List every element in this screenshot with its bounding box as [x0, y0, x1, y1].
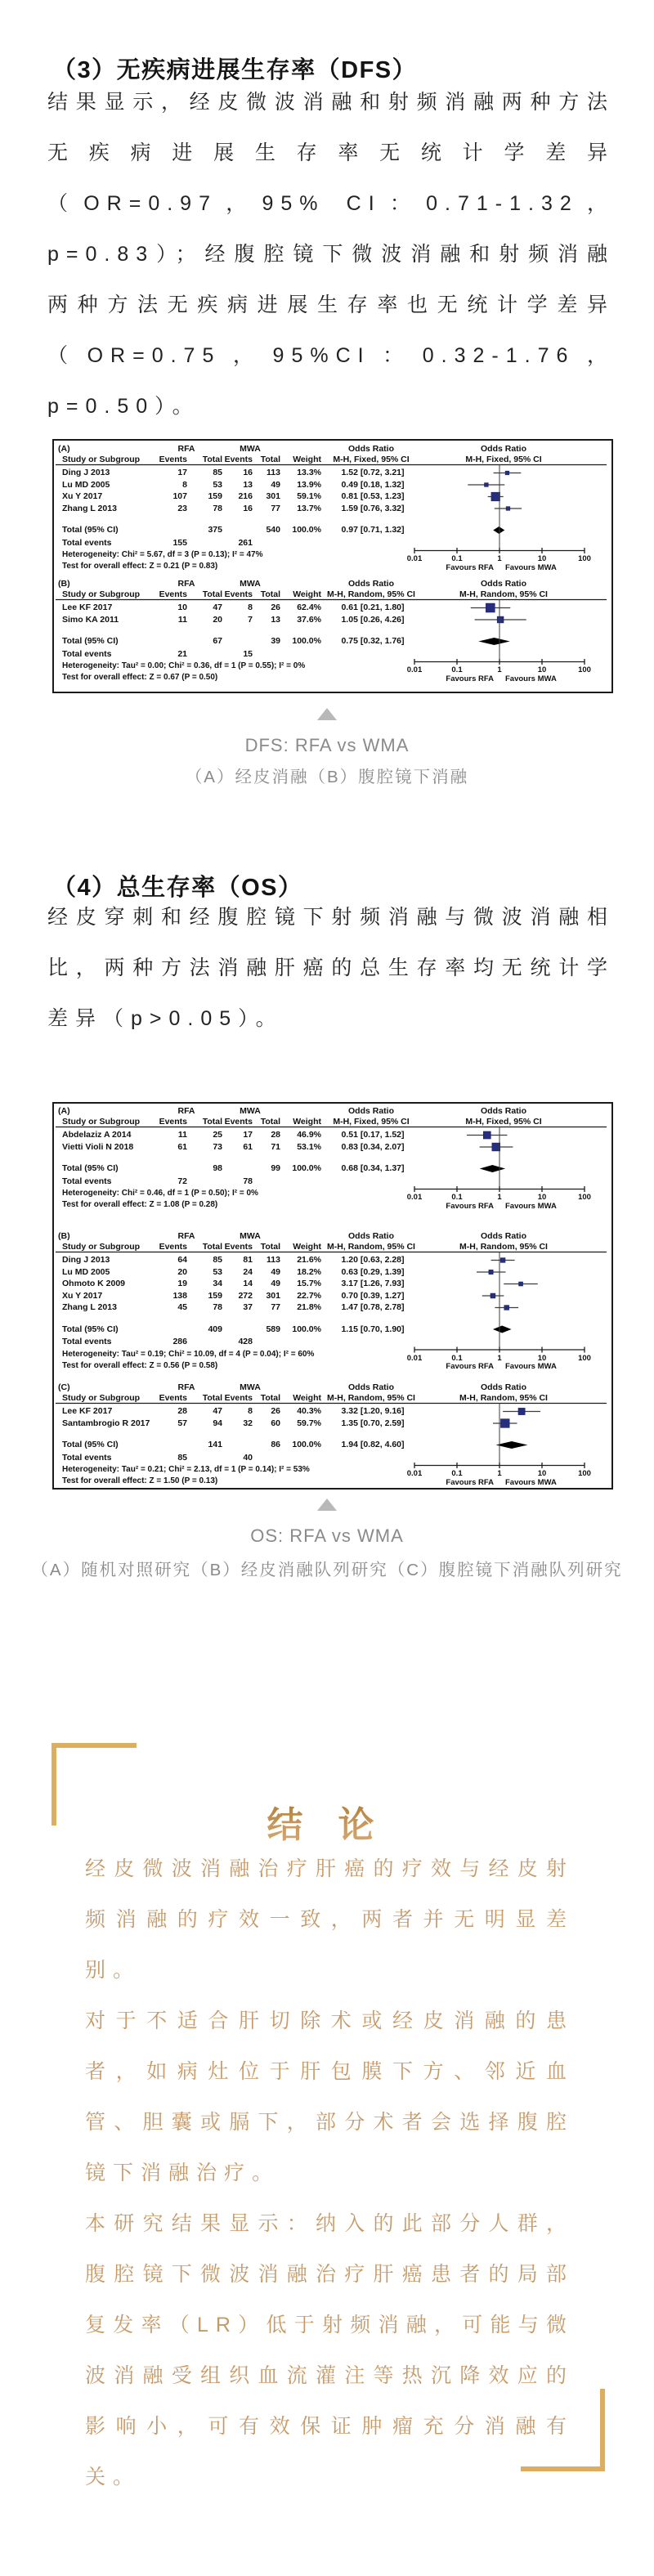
figure-os-forest-plot: [52, 1102, 613, 1490]
total-value: 86: [271, 1440, 280, 1449]
axis-tick-label: 10: [537, 1353, 547, 1363]
total-value: 85: [213, 468, 222, 477]
axis-tick-label: 1: [497, 1353, 502, 1363]
ci-value: 1.20 [0.63, 2.28]: [341, 1255, 405, 1265]
events-value: 61: [177, 1141, 187, 1152]
total-value: 49: [271, 1279, 280, 1288]
events-col-header: Events: [224, 589, 253, 599]
axis-tick-label: 0.1: [451, 1469, 463, 1478]
events-col-header: Events: [159, 455, 187, 464]
forest-plot-graphics: [54, 1104, 608, 1488]
group1-header: RFA: [177, 1382, 195, 1392]
weight-value: 100.0%: [292, 1324, 321, 1334]
total-value: 25: [213, 1130, 222, 1140]
study-col-header: Study or Subgroup: [62, 455, 141, 464]
axis-tick-label: 10: [537, 1469, 547, 1478]
total-events-label: Total events: [62, 648, 112, 659]
axis-tick-label: 1: [497, 1193, 502, 1202]
axis-tick-label: 100: [578, 1353, 591, 1363]
events-col-header: Events: [159, 1117, 187, 1127]
weight-value: 62.4%: [297, 603, 321, 612]
weight-col-header: Weight: [293, 589, 321, 599]
events-value: 14: [243, 1279, 253, 1288]
events-value: 272: [238, 1290, 253, 1301]
events-col-header: Events: [224, 1117, 253, 1127]
total-value: 589: [266, 1324, 280, 1334]
total-value: 39: [271, 636, 280, 646]
axis-tick-label: 10: [537, 1193, 547, 1202]
odds-ratio-header: Odds Ratio: [347, 579, 395, 589]
effect-model-header: M-H, Fixed, 95% CI: [465, 1117, 542, 1127]
panel-label: (B): [58, 579, 70, 589]
axis-tick-label: 100: [578, 554, 591, 563]
ci-value: 0.68 [0.34, 1.37]: [341, 1163, 405, 1173]
forest-plot-graphics: [54, 441, 608, 692]
events-value: 17: [177, 468, 187, 477]
weight-col-header: Weight: [293, 1117, 321, 1127]
weight-value: 40.3%: [297, 1406, 321, 1416]
events-value: 138: [172, 1290, 187, 1301]
study-name: Ding J 2013: [62, 1255, 110, 1265]
study-name: Abdelaziz A 2014: [62, 1130, 132, 1140]
group1-header: RFA: [177, 1231, 195, 1241]
events-value: 8: [248, 603, 253, 612]
axis-tick-label: 1: [497, 1469, 502, 1478]
weight-value: 15.7%: [297, 1279, 321, 1288]
total-events-label: Total events: [62, 1337, 112, 1346]
total-value: 94: [213, 1418, 222, 1428]
group1-header: RFA: [177, 444, 195, 454]
figure-os-caption-subtitle: （A）随机对照研究（B）经皮消融队列研究（C）腹腔镜下消融队列研究: [31, 1561, 623, 1579]
total-row-label: Total (95% CI): [62, 525, 119, 535]
favours-left-label: Favours RFA: [446, 674, 494, 683]
total-value: 71: [271, 1141, 280, 1152]
weight-value: 100.0%: [292, 1440, 321, 1449]
events-value: 216: [238, 491, 253, 501]
effect-model-header: M-H, Random, 95% CI: [459, 589, 548, 599]
events-value: 16: [243, 468, 253, 477]
events-value: 20: [177, 1266, 187, 1277]
events-value: 13: [243, 479, 253, 490]
events-col-header: Events: [159, 589, 187, 599]
overall-effect-text: Test for overall effect: Z = 1.50 (P = 0.13): [62, 1476, 218, 1485]
total-value: 78: [213, 503, 222, 513]
events-value: 7: [248, 614, 253, 625]
events-value: 8: [248, 1406, 253, 1416]
weight-value: 37.6%: [297, 614, 321, 625]
total-value: 99: [271, 1163, 280, 1173]
total-value: 67: [213, 636, 222, 646]
events-col-header: Events: [159, 1393, 187, 1403]
conclusion-paragraph: 本研究结果显示：纳入的此部分人群，腹腔镜下微波消融治疗肝癌患者的局部复发率（LR）低于射频消融，可能与微波消融受组织血流灌注等热沉降效应的影响小，可有效保证肿瘤充分消融有关。: [85, 2212, 574, 2489]
figure-caption-arrow-icon: [317, 708, 337, 720]
heterogeneity-text: Heterogeneity: Tau² = 0.21; Chi² = 2.13, df = 1 (P = 0.14); I² = 53%: [62, 1465, 310, 1474]
effect-model-header: M-H, Random, 95% CI: [459, 1393, 548, 1403]
group1-header: RFA: [177, 1106, 195, 1116]
odds-ratio-header: Odds Ratio: [480, 1382, 527, 1392]
figure-dfs-caption-title: DFS: RFA vs WMA: [244, 735, 410, 755]
total-value: 77: [271, 503, 280, 513]
odds-ratio-header: Odds Ratio: [347, 1231, 395, 1241]
favours-left-label: Favours RFA: [446, 1362, 494, 1371]
total-row-label: Total (95% CI): [62, 1324, 119, 1334]
odds-ratio-header: Odds Ratio: [347, 1106, 395, 1116]
total-value: 301: [266, 491, 280, 501]
ci-value: 3.17 [1.26, 7.93]: [341, 1279, 405, 1288]
weight-value: 100.0%: [292, 636, 321, 646]
effect-model-header: M-H, Random, 95% CI: [327, 1393, 415, 1403]
axis-tick-label: 100: [578, 665, 591, 674]
figure-dfs-caption-subtitle: （A）经皮消融（B）腹腔镜下消融: [185, 768, 469, 786]
section4-body-text: 经皮穿刺和经腹腔镜下射频消融与微波消融相比，两种方法消融肝癌的总生存率均无统计学差异（p>0.05）。: [47, 906, 615, 1030]
group1-header: RFA: [177, 579, 195, 589]
total-col-header: Total: [202, 1117, 222, 1127]
total-value: 98: [213, 1163, 222, 1173]
events-value: 24: [243, 1266, 253, 1277]
total-value: 47: [213, 603, 222, 612]
total-value: 73: [213, 1141, 222, 1152]
weight-value: 22.7%: [297, 1290, 321, 1301]
study-name: Lee KF 2017: [62, 603, 113, 612]
axis-tick-label: 0.01: [406, 1193, 423, 1202]
total-events-label: Total events: [62, 1452, 112, 1463]
favours-right-label: Favours MWA: [505, 674, 557, 683]
odds-ratio-header: Odds Ratio: [480, 579, 527, 589]
study-col-header: Study or Subgroup: [62, 1242, 141, 1252]
ci-value: 0.61 [0.21, 1.80]: [341, 603, 405, 612]
total-value: 53: [213, 1266, 222, 1277]
study-name: Lu MD 2005: [62, 1266, 110, 1277]
total-value: 301: [266, 1290, 280, 1301]
weight-value: 21.6%: [297, 1255, 321, 1265]
conclusion-body: [85, 1844, 574, 2502]
events-value: 57: [177, 1418, 187, 1428]
study-name: Xu Y 2017: [62, 491, 103, 501]
events-value: 17: [243, 1130, 253, 1140]
weight-value: 18.2%: [297, 1266, 321, 1277]
weight-value: 13.9%: [297, 479, 321, 490]
events-value: 85: [177, 1452, 187, 1463]
ci-value: 1.94 [0.82, 4.60]: [341, 1440, 405, 1449]
figure-caption-arrow-icon: [317, 1499, 337, 1511]
study-name: Simo KA 2011: [62, 614, 119, 625]
weight-value: 100.0%: [292, 525, 321, 535]
events-value: 28: [177, 1406, 187, 1416]
ci-value: 0.75 [0.32, 1.76]: [341, 636, 405, 646]
total-value: 28: [271, 1130, 280, 1140]
events-value: 16: [243, 503, 253, 513]
heterogeneity-text: Heterogeneity: Chi² = 0.46, df = 1 (P = 0.50); I² = 0%: [62, 1189, 258, 1198]
axis-tick-label: 100: [578, 1469, 591, 1478]
weight-value: 59.7%: [297, 1418, 321, 1428]
axis-tick-label: 0.1: [451, 1193, 463, 1202]
group2-header: MWA: [240, 1382, 261, 1392]
favours-left-label: Favours RFA: [446, 562, 494, 572]
ci-value: 0.49 [0.18, 1.32]: [341, 479, 405, 490]
study-name: Ohmoto K 2009: [62, 1279, 126, 1288]
study-col-header: Study or Subgroup: [62, 589, 141, 599]
conclusion-title: 结 论: [0, 1795, 654, 1848]
total-value: 26: [271, 1406, 280, 1416]
figure-dfs-forest-plot: [52, 439, 613, 693]
study-col-header: Study or Subgroup: [62, 1393, 141, 1403]
total-row-label: Total (95% CI): [62, 1163, 119, 1173]
events-value: 81: [243, 1255, 253, 1265]
ci-value: 0.70 [0.39, 1.27]: [341, 1290, 405, 1301]
effect-model-header: M-H, Fixed, 95% CI: [333, 455, 410, 464]
total-value: 20: [213, 614, 222, 625]
ci-value: 1.05 [0.26, 4.26]: [341, 614, 405, 625]
weight-value: 46.9%: [297, 1130, 321, 1140]
total-value: 159: [208, 491, 222, 501]
axis-tick-label: 0.01: [406, 554, 423, 563]
favours-left-label: Favours RFA: [446, 1477, 494, 1487]
group2-header: MWA: [240, 444, 261, 454]
axis-tick-label: 0.01: [406, 1469, 423, 1478]
favours-right-label: Favours MWA: [505, 562, 557, 572]
panel-label: (C): [58, 1382, 70, 1392]
odds-ratio-header: Odds Ratio: [480, 444, 527, 454]
study-col-header: Study or Subgroup: [62, 1117, 141, 1127]
total-value: 85: [213, 1255, 222, 1265]
heterogeneity-text: Heterogeneity: Tau² = 0.19; Chi² = 10.09, df = 4 (P = 0.04); I² = 60%: [62, 1349, 315, 1359]
odds-ratio-header: Odds Ratio: [347, 1382, 395, 1392]
conclusion-paragraph: 对于不适合肝切除术或经皮消融的患者，如病灶位于肝包膜下方、邻近血管、胆囊或膈下，部分术者会选择腹腔镜下消融治疗。: [85, 2009, 574, 2184]
events-value: 61: [243, 1141, 253, 1152]
events-value: 23: [177, 503, 187, 513]
axis-tick-label: 100: [578, 1193, 591, 1202]
total-value: 53: [213, 479, 222, 490]
events-value: 78: [243, 1176, 253, 1186]
total-value: 141: [208, 1440, 222, 1449]
ci-value: 1.47 [0.78, 2.78]: [341, 1302, 405, 1312]
events-value: 11: [177, 614, 187, 625]
axis-tick-label: 1: [497, 554, 502, 563]
total-events-label: Total events: [62, 537, 112, 548]
ci-value: 3.32 [1.20, 9.16]: [341, 1406, 405, 1416]
overall-effect-text: Test for overall effect: Z = 1.08 (P = 0.28): [62, 1200, 218, 1209]
odds-ratio-header: Odds Ratio: [480, 1231, 527, 1241]
favours-right-label: Favours MWA: [505, 1362, 557, 1371]
study-name: Lu MD 2005: [62, 479, 110, 490]
effect-model-header: M-H, Fixed, 95% CI: [333, 1117, 410, 1127]
panel-label: (A): [58, 444, 70, 454]
ci-value: 0.63 [0.29, 1.39]: [341, 1266, 405, 1277]
total-col-header: Total: [260, 1242, 280, 1252]
effect-model-header: M-H, Fixed, 95% CI: [465, 455, 542, 464]
events-value: 107: [172, 491, 187, 501]
ci-value: 1.15 [0.70, 1.90]: [341, 1324, 405, 1334]
ci-value: 1.35 [0.70, 2.59]: [341, 1418, 405, 1428]
events-value: 428: [238, 1337, 253, 1346]
conclusion-paragraph: 经皮微波消融治疗肝癌的疗效与经皮射频消融的疗效一致，两者并无明显差别。: [85, 1857, 574, 1982]
panel-label: (B): [58, 1231, 70, 1241]
events-value: 155: [172, 537, 187, 548]
total-row-label: Total (95% CI): [62, 1440, 119, 1449]
conclusion-corner-bracket-bottom-right: [521, 2466, 605, 2471]
events-col-header: Events: [224, 1393, 253, 1403]
total-value: 113: [267, 1255, 280, 1265]
axis-tick-label: 0.01: [406, 1353, 423, 1363]
section3-heading: （3）无疾病进展生存率（DFS）: [52, 57, 418, 84]
total-col-header: Total: [260, 1393, 280, 1403]
study-name: Zhang L 2013: [62, 1302, 117, 1312]
events-value: 11: [177, 1130, 187, 1140]
total-value: 60: [271, 1418, 280, 1428]
axis-tick-label: 0.1: [451, 665, 463, 674]
group2-header: MWA: [240, 1231, 261, 1241]
events-value: 37: [243, 1302, 253, 1312]
total-row-label: Total (95% CI): [62, 636, 119, 646]
ci-value: 0.81 [0.53, 1.23]: [341, 491, 405, 501]
study-name: Lee KF 2017: [62, 1406, 113, 1416]
axis-tick-label: 10: [537, 554, 547, 563]
total-col-header: Total: [260, 1117, 280, 1127]
figure-os-caption-title: OS: RFA vs WMA: [250, 1525, 404, 1546]
total-events-label: Total events: [62, 1176, 112, 1186]
total-value: 409: [208, 1324, 222, 1334]
events-value: 64: [177, 1255, 187, 1265]
events-value: 8: [182, 479, 187, 490]
overall-effect-text: Test for overall effect: Z = 0.67 (P = 0.50): [62, 673, 218, 682]
conclusion-corner-bracket-bottom-right: [600, 2389, 605, 2471]
heterogeneity-text: Heterogeneity: Chi² = 5.67, df = 3 (P = 0.13); I² = 47%: [62, 550, 263, 559]
events-col-header: Events: [224, 1242, 253, 1252]
weight-value: 53.1%: [297, 1141, 321, 1152]
overall-effect-text: Test for overall effect: Z = 0.21 (P = 0.83): [62, 562, 218, 571]
weight-col-header: Weight: [293, 1242, 321, 1252]
study-name: Ding J 2013: [62, 468, 110, 477]
total-col-header: Total: [260, 455, 280, 464]
study-name: Zhang L 2013: [62, 503, 117, 513]
total-col-header: Total: [202, 1242, 222, 1252]
weight-value: 13.3%: [297, 468, 321, 477]
total-value: 375: [208, 525, 222, 535]
ci-value: 0.83 [0.34, 2.07]: [341, 1141, 405, 1152]
study-name: Santambrogio R 2017: [62, 1418, 150, 1428]
weight-col-header: Weight: [293, 455, 321, 464]
weight-value: 21.8%: [297, 1302, 321, 1312]
events-value: 10: [177, 603, 187, 612]
favours-left-label: Favours RFA: [446, 1201, 494, 1211]
weight-value: 100.0%: [292, 1163, 321, 1173]
total-value: 113: [267, 468, 280, 477]
events-value: 286: [172, 1337, 187, 1346]
events-value: 261: [238, 537, 253, 548]
weight-value: 59.1%: [297, 491, 321, 501]
total-value: 77: [271, 1302, 280, 1312]
axis-tick-label: 0.1: [451, 1353, 463, 1363]
events-value: 72: [177, 1176, 187, 1186]
events-value: 19: [177, 1279, 187, 1288]
heterogeneity-text: Heterogeneity: Tau² = 0.00; Chi² = 0.36, df = 1 (P = 0.55); I² = 0%: [62, 661, 306, 670]
study-name: Vietti Violi N 2018: [62, 1141, 134, 1152]
ci-value: 1.52 [0.72, 3.21]: [341, 468, 405, 477]
favours-right-label: Favours MWA: [505, 1201, 557, 1211]
total-col-header: Total: [260, 589, 280, 599]
total-value: 34: [213, 1279, 222, 1288]
weight-value: 13.7%: [297, 503, 321, 513]
events-value: 15: [243, 648, 253, 659]
total-value: 78: [213, 1302, 222, 1312]
section3-body-text: 结果显示，经皮微波消融和射频消融两种方法无疾病进展生存率无统计学差异（OR=0.97，95% CI：0.71-1.32，p=0.83）；经腹腔镜下微波消融和射频消融两种方法无疾病进展生存率也无统计学差异（OR=0.75，95%CI：0.32-1.76，p=0.50）。: [47, 91, 615, 418]
total-value: 540: [266, 525, 280, 535]
axis-tick-label: 0.01: [406, 665, 423, 674]
ci-value: 0.97 [0.71, 1.32]: [341, 525, 405, 535]
weight-col-header: Weight: [293, 1393, 321, 1403]
axis-tick-label: 10: [537, 665, 547, 674]
axis-tick-label: 0.1: [451, 554, 463, 563]
ci-value: 0.51 [0.17, 1.52]: [341, 1130, 405, 1140]
total-value: 26: [271, 603, 280, 612]
total-value: 49: [271, 479, 280, 490]
events-col-header: Events: [224, 455, 253, 464]
events-col-header: Events: [159, 1242, 187, 1252]
events-value: 32: [243, 1418, 253, 1428]
panel-label: (A): [58, 1106, 70, 1116]
total-value: 47: [213, 1406, 222, 1416]
odds-ratio-header: Odds Ratio: [347, 444, 395, 454]
group2-header: MWA: [240, 1106, 261, 1116]
group2-header: MWA: [240, 579, 261, 589]
ci-value: 1.59 [0.76, 3.32]: [341, 503, 405, 513]
effect-model-header: M-H, Random, 95% CI: [327, 1242, 415, 1252]
total-col-header: Total: [202, 1393, 222, 1403]
study-name: Xu Y 2017: [62, 1290, 103, 1301]
odds-ratio-header: Odds Ratio: [480, 1106, 527, 1116]
total-value: 159: [208, 1290, 222, 1301]
events-value: 45: [177, 1302, 187, 1312]
overall-effect-text: Test for overall effect: Z = 0.56 (P = 0.58): [62, 1360, 218, 1370]
total-col-header: Total: [202, 455, 222, 464]
total-value: 13: [271, 614, 280, 625]
total-value: 49: [271, 1266, 280, 1277]
events-value: 21: [177, 648, 187, 659]
effect-model-header: M-H, Random, 95% CI: [459, 1242, 548, 1252]
axis-tick-label: 1: [497, 665, 502, 674]
section4-heading: （4）总生存率（OS）: [52, 875, 303, 902]
conclusion-corner-bracket-top-left: [52, 1743, 137, 1748]
total-col-header: Total: [202, 589, 222, 599]
events-value: 40: [243, 1452, 253, 1463]
effect-model-header: M-H, Random, 95% CI: [327, 589, 415, 599]
favours-right-label: Favours MWA: [505, 1477, 557, 1487]
